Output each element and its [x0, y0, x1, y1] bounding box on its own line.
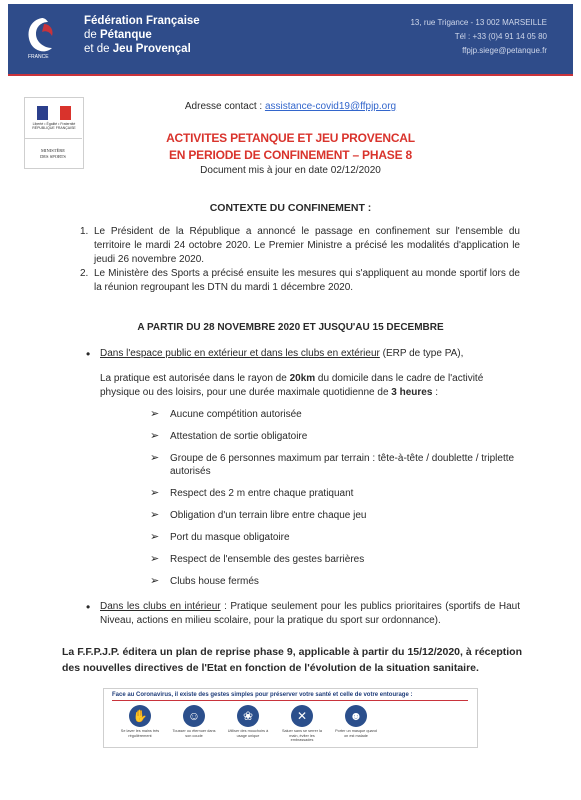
list-item: ➢ Port du masque obligatoire	[150, 531, 290, 543]
federation-header	[8, 4, 573, 76]
list-item: 1. Le Président de la République a annoncé le passage en confinement sur l'ensemble du territoire le mardi 24 octobre 2020. Le Premier Ministre a précisé les modalités d'application le jeudi 26 novembre 2020.	[80, 226, 520, 265]
arrow-bullet-icon: ➢	[150, 430, 160, 442]
reprise-notice: La F.F.P.J.P. éditera un plan de reprise phase 9, applicable à partir du 15/12/2020, à réception des nouvelles directives de l'Etat en fonction de l'évolution de la situation sanitaire.	[62, 646, 522, 674]
list-item: ➢ Clubs house fermés	[150, 575, 259, 587]
list-item: 2. Le Ministère des Sports a précisé ensuite les mesures qui s'appliquent au monde sportif lors de la réunion regroupant les DTN du mardi 1 décembre 2020.	[80, 268, 520, 293]
geste-item: ❀ Utiliser des mouchoirs à usage unique	[226, 705, 270, 743]
republique-francaise-logo: Liberté • Égalité • Fraternité RÉPUBLIQUE FRANÇAISE	[24, 97, 84, 169]
outdoor-bullet: • Dans l'espace public en extérieur et dans les clubs en extérieur (ERP de type PA),	[86, 347, 464, 361]
contact-email-link[interactable]: assistance-covid19@ffpjp.org	[264, 101, 397, 112]
outdoor-paragraph: La pratique est autorisée dans le rayon de 20km du domicile dans le cadre de l'activité physique ou des loisirs, pour une durée maximale quotidienne de 3 heures :	[100, 373, 484, 398]
list-item: ➢ Attestation de sortie obligatoire	[150, 430, 308, 442]
svg-text:FRANCE: FRANCE	[28, 54, 49, 60]
arrow-bullet-icon: ➢	[150, 509, 160, 521]
document-title: ACTIVITES PETANQUE ET JEU PROVENCAL EN PERIODE DE CONFINEMENT – PHASE 8	[166, 131, 415, 162]
rules-list	[150, 408, 520, 588]
arrow-bullet-icon: ➢	[150, 408, 160, 420]
update-date: Document mis à jour en date 02/12/2020	[200, 165, 381, 176]
federation-name: Fédération Française de Pétanque et de Jeu Provençal	[84, 15, 200, 55]
geste-item: ✕ Saluer sans se serrer la main, éviter les embrassades	[280, 705, 324, 743]
contact-line: Adresse contact : assistance-covid19@ffpjp.org	[184, 101, 397, 112]
geste-item: ☻ Porter un masque quand on est malade	[334, 705, 378, 743]
no-handshake-icon: ✕	[291, 705, 313, 727]
arrow-bullet-icon: ➢	[150, 452, 160, 464]
list-item: ➢ Groupe de 6 personnes maximum par terrain : tête-à-tête / doublette / triplette autorisés	[150, 452, 515, 477]
list-item: ➢ Respect de l'ensemble des gestes barrières	[150, 553, 365, 565]
geste-item: ☺ Tousser ou éternuer dans son coude	[172, 705, 216, 743]
mask-icon: ☻	[345, 705, 367, 727]
bullet-icon: •	[86, 600, 91, 614]
list-item: ➢ Respect des 2 m entre chaque pratiquant	[150, 487, 354, 499]
arrow-bullet-icon: ➢	[150, 487, 160, 499]
tissue-icon: ❀	[237, 705, 259, 727]
list-item: ➢ Aucune compétition autorisée	[150, 408, 302, 420]
ffpjp-logo-icon	[22, 14, 62, 60]
indoor-bullet: • Dans les clubs en intérieur : Pratique seulement pour les publics prioritaires (sportifs de Haut Niveau, actions en milieu scolaire, pour la pratique du sport sur ordonnance).	[86, 600, 520, 626]
bullet-icon: •	[86, 347, 91, 361]
period-heading: A PARTIR DU 28 NOVEMBRE 2020 ET JUSQU'AU 15 DECEMBRE	[137, 322, 444, 333]
list-item: ➢ Obligation d'un terrain libre entre chaque jeu	[150, 509, 367, 521]
arrow-bullet-icon: ➢	[150, 531, 160, 543]
context-list	[80, 225, 520, 295]
arrow-bullet-icon: ➢	[150, 553, 160, 565]
federation-address: 13, rue Trigance - 13 002 MARSEILLE Tél : +33 (0)4 91 14 05 80 ffpjp.siege@petanque.fr	[410, 16, 547, 58]
hand-wash-icon: ✋	[129, 705, 151, 727]
cough-elbow-icon: ☺	[183, 705, 205, 727]
divider	[112, 700, 468, 701]
geste-item: ✋ Se laver les mains très régulièrement	[118, 705, 162, 743]
federation-email: ffpjp.siege@petanque.fr	[462, 46, 547, 55]
context-heading: CONTEXTE DU CONFINEMENT :	[209, 202, 372, 214]
ministere-label: MINISTÈRE DES SPORTS	[24, 138, 82, 167]
arrow-bullet-icon: ➢	[150, 575, 160, 587]
gestes-barrieres-banner: Face au Coronavirus, il existe des gestes simples pour préserver votre santé et celle de votre entourage : ✋ Se laver les mains très régulièrement ☺ Tousser ou éternuer dans son coude ❀ Utiliser des mouchoirs à usage unique ✕ Saluer sans se serrer la main, éviter les embrassades ☻ Porter un masque quand on est malade	[103, 688, 478, 748]
